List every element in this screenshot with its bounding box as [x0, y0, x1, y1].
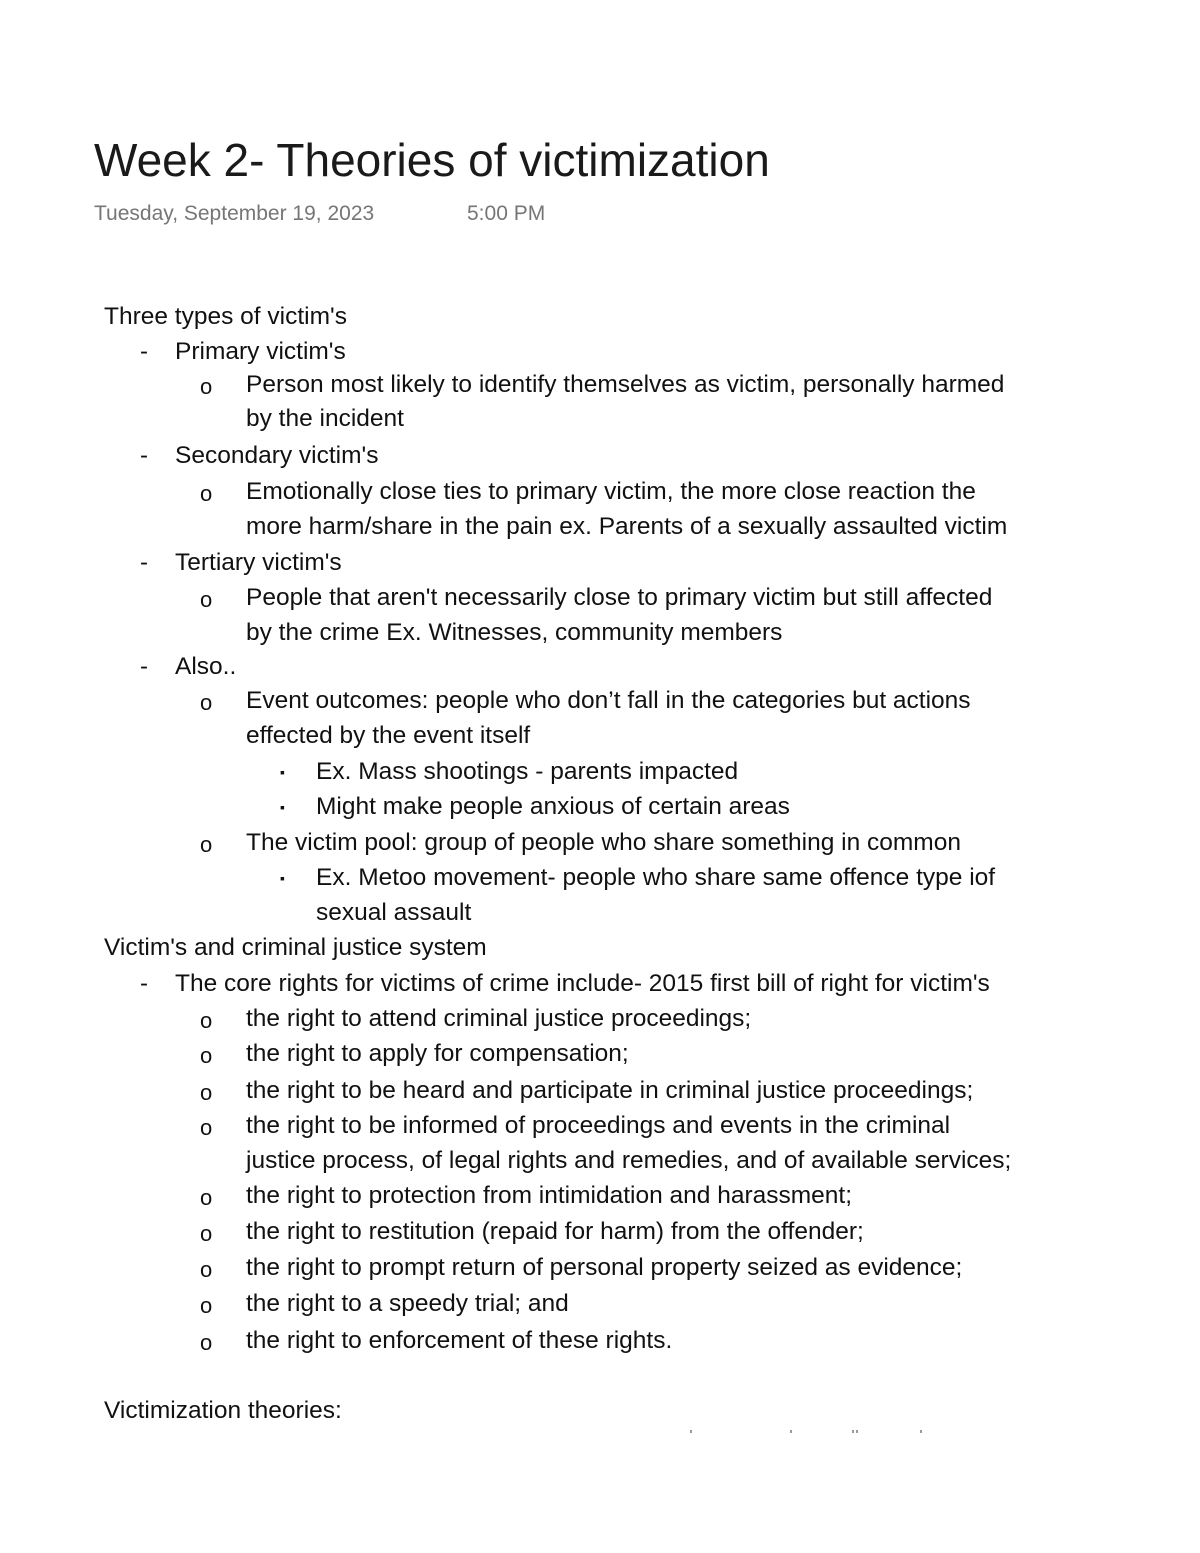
dash-bullet: - — [140, 970, 148, 997]
circle-bullet: o — [200, 1330, 213, 1355]
list-item: Event outcomes: people who don’t fall in the categories but actions — [246, 687, 971, 714]
note-time: 5:00 PM — [467, 202, 546, 225]
circle-bullet: o — [200, 1221, 213, 1246]
list-item: Might make people anxious of certain areas — [316, 793, 790, 820]
section-heading: Three types of victim's — [104, 303, 347, 330]
right-item: the right to prompt return of personal property seized as evidence; — [246, 1254, 963, 1281]
circle-bullet: o — [200, 1080, 213, 1105]
right-item: the right to protection from intimidation and harassment; — [246, 1182, 853, 1209]
circle-bullet: o — [200, 1185, 213, 1210]
right-item: the right to enforcement of these rights. — [246, 1327, 673, 1354]
dash-bullet: - — [140, 338, 148, 365]
right-item: the right to a speedy trial; and — [246, 1290, 569, 1317]
list-item: Secondary victim's — [175, 442, 379, 469]
circle-bullet: o — [200, 1293, 213, 1318]
list-item: Person most likely to identify themselves as victim, personally harmed — [246, 371, 1005, 398]
circle-bullet: o — [200, 832, 213, 857]
circle-bullet: o — [200, 481, 213, 506]
circle-bullet: o — [200, 690, 213, 715]
list-item: Ex. Metoo movement- people who share same offence type iof — [316, 864, 996, 891]
dash-bullet: - — [140, 442, 148, 469]
dash-bullet: - — [140, 549, 148, 576]
list-item: Ex. Mass shootings - parents impacted — [316, 758, 739, 785]
right-item: the right to restitution (repaid for harm) from the offender; — [246, 1218, 864, 1245]
square-bullet: ▪ — [280, 870, 285, 886]
section-heading: Victim's and criminal justice system — [104, 934, 487, 961]
right-item: the right to apply for compensation; — [246, 1040, 629, 1067]
list-item: The victim pool: group of people who share something in common — [246, 829, 961, 856]
list-item-continuation: more harm/share in the pain ex. Parents of a sexually assaulted victim — [246, 513, 1008, 540]
note-date: Tuesday, September 19, 2023 — [94, 202, 375, 225]
right-item-continuation: justice process, of legal rights and remedies, and of available services; — [246, 1147, 1012, 1174]
circle-bullet: o — [200, 1257, 213, 1282]
circle-bullet: o — [200, 1115, 213, 1140]
list-item: Also.. — [175, 653, 237, 680]
list-item-continuation: sexual assault — [316, 899, 472, 926]
list-item-continuation: by the incident — [246, 405, 404, 432]
right-item: the right to be heard and participate in criminal justice proceedings; — [246, 1077, 974, 1104]
square-bullet: ▪ — [280, 799, 285, 815]
list-item: Primary victim's — [175, 338, 346, 365]
right-item: the right to attend criminal justice proceedings; — [246, 1005, 752, 1032]
right-item: the right to be informed of proceedings and events in the criminal — [246, 1112, 951, 1139]
dash-bullet: - — [140, 653, 148, 680]
list-item: The core rights for victims of crime include- 2015 first bill of right for victim's — [175, 970, 990, 997]
circle-bullet: o — [200, 587, 213, 612]
list-item: Tertiary victim's — [175, 549, 342, 576]
square-bullet: ▪ — [280, 764, 285, 780]
list-item-continuation: effected by the event itself — [246, 722, 531, 749]
list-item-continuation: by the crime Ex. Witnesses, community members — [246, 619, 783, 646]
page-title: Week 2- Theories of victimization — [94, 134, 770, 186]
cut-off-text-fragment — [688, 1430, 928, 1438]
list-item: Emotionally close ties to primary victim, the more close reaction the — [246, 478, 976, 505]
list-item: People that aren't necessarily close to primary victim but still affected — [246, 584, 993, 611]
circle-bullet: o — [200, 1043, 213, 1068]
circle-bullet: o — [200, 1008, 213, 1033]
section-heading: Victimization theories: — [104, 1397, 342, 1424]
circle-bullet: o — [200, 374, 213, 399]
